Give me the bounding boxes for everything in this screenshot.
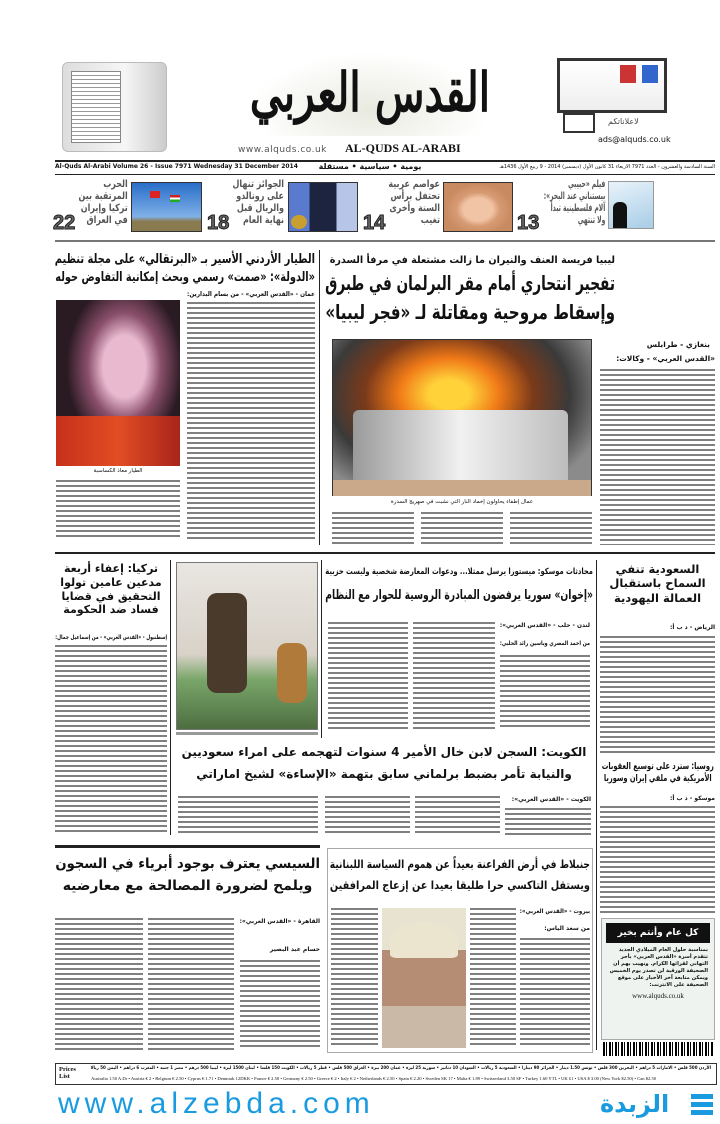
jumblatt-headline-1[interactable]: جنبلاط في أرض الفراعنة بعيداً عن هموم السياسة اللبنانية xyxy=(329,857,590,871)
turkey-byline: إسطنبول - «القدس العربي» - من إسماعيل جمال: xyxy=(55,634,167,641)
jumblatt-photo xyxy=(382,908,466,1048)
kuwait-headline-2[interactable]: والنيابة تأمر بضبط برلماني سابق بتهمة «الإساءة» لشيخ اماراتي xyxy=(196,767,572,781)
main-fire-photo xyxy=(332,339,592,496)
teaser-3-text[interactable]: الجوائز تنهال على رونالدو والريال قبل نهاية العام xyxy=(232,179,284,226)
saudi-body xyxy=(600,636,715,756)
teaser-1-page: 13 xyxy=(517,212,540,234)
column-divider xyxy=(319,250,320,545)
pilot-portrait xyxy=(56,300,180,466)
teaser-1-text[interactable]: فيلم «حبيبي بيستناني عند البحر»: آلام فلسطينية تبدأ ولا تنتهي xyxy=(543,179,605,226)
jumblatt-body-col-1 xyxy=(520,938,590,1048)
sisi-author: حسام عبد البصير xyxy=(269,946,320,953)
sisi-body-col-3 xyxy=(55,918,143,1050)
jumblatt-headline-2[interactable]: ويستقل التاكسي حرا طليقا بعيدا عن إزعاج المرافقين xyxy=(329,878,590,892)
dateline-english: Al-Quds Al-Arabi Volume 26 - Issue 7971 Wednesday 31 December 2014 xyxy=(55,163,298,170)
russia-headline[interactable]: روسيا: سترد على توسيع العقوبات الأمريكية في ملفي إيران وسوريا xyxy=(601,761,714,784)
main-headline-1[interactable]: تفجير انتحاري أمام مقر البرلمان في طبرق xyxy=(325,271,615,295)
main-photo-caption: عمال إطفاء يحاولون إخماد النار التي نشبت في صهريج السدرة xyxy=(390,499,534,505)
watermark-logo-text: الزبدة xyxy=(600,1090,670,1118)
teaser-2-text[interactable]: عواصم عربية تحتفل برأس السنة وأخرى تغيب xyxy=(388,179,440,226)
syria-headline[interactable]: «إخوان» سوريا يرفضون المبادرة الروسية للحوار مع النظام xyxy=(325,588,593,603)
greeting-url[interactable]: www.alquds.co.uk xyxy=(632,992,684,1001)
main-body-col-1 xyxy=(332,512,414,545)
saudi-headline[interactable]: السعودية تنفي السماح باستقبال العمالة اليهودية xyxy=(609,562,706,605)
greeting-body: بمناسبة حلول العام الميلادي الجديد تتقدم أسرة «القدس العربي» بأحر التهاني لقرائها الكرام. ونهيب بهم أن الصحيفة الورقية لن تصدر يوم الخميس ويمكن متابعة آخر الأخبار على موقع الصحيفة على الانترنت: xyxy=(609,947,708,989)
saudi-byline: الرياض - د ب أ: xyxy=(669,624,715,631)
pilot-body-col-2 xyxy=(56,480,180,540)
turkey-photo xyxy=(176,562,318,730)
jumblatt-author: من سعد الياس: xyxy=(544,925,590,932)
turkey-divider xyxy=(170,560,171,835)
main-body-col-3 xyxy=(510,512,592,545)
price-list-label: Prices List xyxy=(59,1066,76,1081)
website-url[interactable]: www.alquds.co.uk xyxy=(238,145,327,155)
dateline-arabic: السنة السادسة والعشرون - العدد 7971 الاربعاء 31 كانون الأول (ديسمبر) 2014 - 9 ربيع الأول 1436هـ xyxy=(499,164,715,170)
teaser-1-image xyxy=(443,182,513,232)
price-line-arabic: الأردن 500 فلس • الامارات 5 دراهم • البحرين 300 فلس • تونس 1.50 دينار • الجزائر 90 دينارا • السعودية 5 ريالات • السودان 10 دنانير • سورية 25 ليرة • عمان 200 بيزة • العراق 500 فلس • قطر 5 ريالات • الكويت 150 فلسا • لبنان 1500 ليرة • ليبيا 500 درهم • مصر 1 جنيه • المغرب 6 دراهم • اليمن 50 ريالا xyxy=(90,1066,711,1071)
teaser-magazine-image xyxy=(608,181,654,229)
syria-byline-2: من احمد المصري وياسين رائد الحلبي: xyxy=(499,640,590,647)
greeting-title: كل عام وأنتم بخير xyxy=(606,923,710,943)
kuwait-byline: الكويت - «القدس العربي»: xyxy=(511,796,591,803)
teaser-bottom-rule xyxy=(55,240,715,242)
russia-byline: موسكو - د ب أ: xyxy=(669,795,715,802)
main-dateline: بنغازي - طرابلس xyxy=(646,340,710,349)
pilot-headline-1[interactable]: الطيار الأردني الأسير بـ «البرتقالي» على مجلة تنظيم xyxy=(54,252,316,267)
russia-body xyxy=(600,806,715,914)
turkey-headline[interactable]: تركيا: إعفاء أربعة مدعين عامين تولوا التحقيق في قضايا فساد ضد الحكومة xyxy=(60,562,162,617)
sisi-headline-1[interactable]: السيسي يعترف بوجود أبرياء في السجون xyxy=(55,856,321,872)
section-rule xyxy=(55,552,715,554)
logo-english: AL-QUDS AL-ARABI xyxy=(345,141,461,155)
price-strip xyxy=(55,1063,717,1085)
pilot-caption: الطيار معاذ الكساسبة xyxy=(93,468,143,474)
price-line-english: Australia 1.50 A.Dr • Austria € 2 • Belgium € 2.50 • Cyprus € 1.71 • Denmark 12DKK • France € 2.50 • Germany € 2.50 • Greece € 2 • Italy € 2 • Netherlands € 2.50 • Spain € 2.20 • Sweden SK 17 • Malta € 1.89 • Switzerland 3.50 SF • Turkey 1.60 YTL • UK £1 • USA $ 3.00 (New York $2.50) • Can $2.50 xyxy=(91,1076,657,1081)
jumblatt-body-col-2 xyxy=(470,908,516,1048)
watermark-url[interactable]: www.alzebda.com xyxy=(58,1087,375,1120)
pilot-byline: عمان - «القدس العربي» - من بسام البدارين: xyxy=(187,290,315,298)
tablet-ad-image xyxy=(62,62,167,152)
jumblatt-body-col-3 xyxy=(331,908,378,1048)
barcode xyxy=(603,1042,713,1056)
watermark-logo xyxy=(600,1090,715,1122)
syria-body-col-2 xyxy=(413,622,495,730)
main-kicker[interactable]: ليبيا فريسة العنف والنيران ما زالت مشتعلة في مرفأ السدرة xyxy=(329,255,615,266)
sisi-byline: القاهرة - «القدس العربي»: xyxy=(239,918,320,925)
masthead-logo-text: القدس العربي xyxy=(249,60,490,124)
pilot-headline-2[interactable]: «الدولة»: «صمت» رسمي وبحث إمكانية التفاوض حوله xyxy=(55,270,315,285)
ads-email[interactable]: ads@alquds.co.uk xyxy=(598,135,671,144)
main-byline: «القدس العربي» - وكالات: xyxy=(616,354,715,363)
kuwait-body-col-4 xyxy=(178,796,318,836)
website-preview-ad xyxy=(557,58,667,113)
pilot-body-col-1 xyxy=(187,302,315,540)
greeting-box xyxy=(601,918,715,1040)
kuwait-body-col-3 xyxy=(325,796,410,836)
sisi-top-rule xyxy=(55,845,320,848)
tagline: يومية • سياسية • مستقلة xyxy=(318,162,422,171)
syria-kicker[interactable]: محادثات موسكو: ميستورا يرسل ممثلا... ودعوات المعارضة شخصية وليست حزبية xyxy=(325,567,593,577)
teaser-4-page: 22 xyxy=(53,212,76,234)
teaser-4-text[interactable]: الحرب المرتقبة بين تركيا وإيران في العراق xyxy=(78,179,128,226)
masthead-logo xyxy=(250,52,490,136)
syria-byline-1: لندن - حلب - «القدس العربي»: xyxy=(499,622,590,629)
teaser-2-page: 14 xyxy=(363,212,386,234)
main-body-col-2 xyxy=(421,512,503,545)
syria-body-col-3 xyxy=(328,622,408,730)
turkey-photo-caption xyxy=(176,732,318,735)
teaser-3-image xyxy=(288,182,358,232)
sisi-headline-2[interactable]: ويلمح لضرورة المصالحة مع معارضيه xyxy=(62,878,313,894)
kuwait-body-col-2 xyxy=(415,796,500,836)
main-headline-2[interactable]: وإسقاط مروحية ومقاتلة لـ «فجر ليبيا» xyxy=(325,300,615,324)
main-body-right-col xyxy=(600,369,715,545)
teaser-top-rule xyxy=(55,174,715,175)
turkey-body xyxy=(55,645,167,835)
sisi-body-col-1 xyxy=(240,960,320,1050)
syria-body-col-1 xyxy=(500,655,590,730)
ads-label: لاعلاناتكم xyxy=(608,117,639,126)
jumblatt-byline: بيروت - «القدس العربي»: xyxy=(519,908,590,915)
teaser-4-image xyxy=(131,182,202,232)
right-column-divider xyxy=(596,560,597,1050)
kuwait-body-col-1 xyxy=(505,808,591,836)
kuwait-headline-1[interactable]: الكويت: السجن لابن خال الأمير 4 سنوات لتهجمه على امراء سعوديين xyxy=(181,745,587,759)
turkey-photo-divider xyxy=(321,560,322,738)
sisi-body-col-2 xyxy=(148,918,234,1050)
mobile-preview-ad xyxy=(563,113,595,133)
teaser-3-page: 18 xyxy=(207,212,230,234)
watermark-menu-icon xyxy=(691,1094,713,1118)
